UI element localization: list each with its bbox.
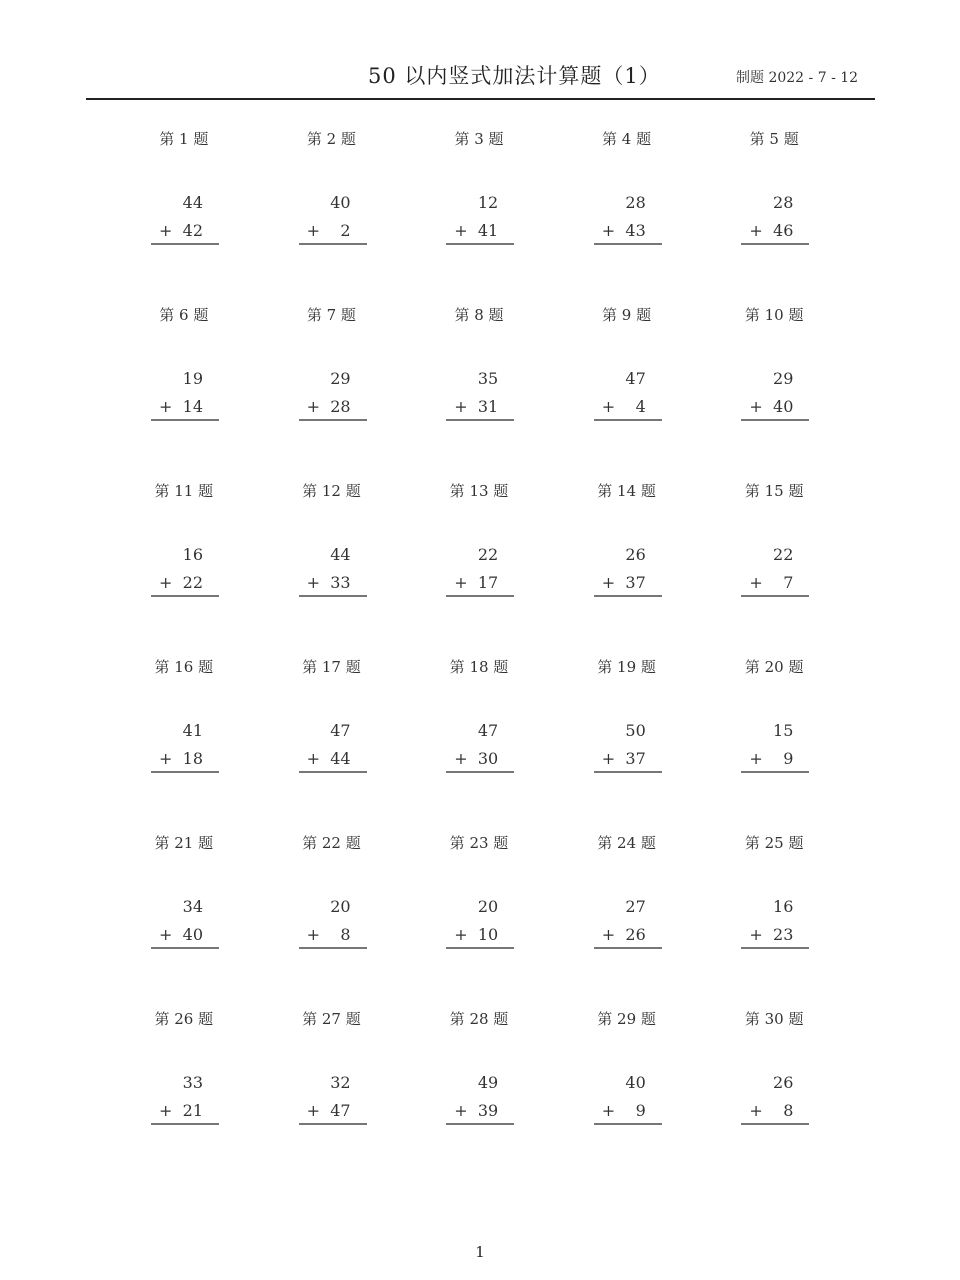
- problem-11: [110, 480, 258, 656]
- problem-14: [553, 480, 701, 656]
- vertical-addition: [151, 896, 219, 952]
- problem-label: 第 10 题: [744, 306, 804, 324]
- problem-label: 第 20 题: [744, 658, 804, 676]
- problem-label: 第 24 题: [597, 834, 656, 852]
- vertical-addition: [151, 368, 219, 424]
- problem-22: [258, 832, 406, 1008]
- vertical-addition: [741, 720, 809, 776]
- addend-top: 12: [477, 193, 499, 212]
- problem-label: 第 9 题: [602, 306, 652, 324]
- answer-line: [594, 419, 662, 421]
- problem-7: [258, 304, 406, 480]
- answer-line: [741, 947, 809, 949]
- plus-sign: +: [454, 1101, 468, 1120]
- addend-top: 40: [330, 193, 351, 212]
- addend-top: 27: [625, 897, 646, 916]
- addend-top: 33: [182, 1073, 203, 1092]
- problem-28: [405, 1008, 553, 1184]
- problem-label: 第 14 题: [597, 482, 656, 500]
- addend-bottom: 23: [773, 925, 794, 944]
- page-title: 50 以内竖式加法计算题（1）: [368, 64, 661, 88]
- vertical-addition: [151, 1072, 219, 1128]
- problem-label: 第 27 题: [302, 1010, 361, 1028]
- answer-line: [741, 1123, 809, 1125]
- problem-6: [110, 304, 258, 480]
- page-number: 1: [475, 1243, 485, 1261]
- problem-1: [110, 128, 258, 304]
- plus-sign: +: [749, 397, 763, 416]
- addend-top: 41: [182, 721, 203, 740]
- addend-top: 49: [477, 1073, 499, 1092]
- vertical-addition: [299, 368, 367, 424]
- plus-sign: +: [454, 749, 468, 768]
- plus-sign: +: [601, 221, 616, 240]
- addend-top: 29: [330, 369, 351, 388]
- addend-bottom: 22: [182, 573, 203, 592]
- plus-sign: +: [454, 221, 468, 240]
- problem-15: [700, 480, 848, 656]
- problem-label: 第 23 题: [449, 834, 509, 852]
- addend-top: 22: [477, 545, 499, 564]
- plus-sign: +: [454, 573, 468, 592]
- problem-8: [405, 304, 553, 480]
- addend-top: 29: [773, 369, 794, 388]
- plus-sign: +: [749, 925, 763, 944]
- problem-29: [553, 1008, 701, 1184]
- plus-sign: +: [159, 573, 173, 592]
- answer-line: [151, 947, 219, 949]
- addend-top: 28: [773, 193, 794, 212]
- problem-label: 第 2 题: [306, 130, 356, 148]
- answer-line: [299, 419, 367, 421]
- vertical-addition: [446, 368, 514, 424]
- plus-sign: +: [749, 749, 763, 768]
- problem-label: 第 18 题: [449, 658, 509, 676]
- plus-sign: +: [306, 397, 320, 416]
- problem-label: 第 16 题: [154, 658, 214, 676]
- vertical-addition: [151, 192, 219, 248]
- plus-sign: +: [159, 925, 173, 944]
- vertical-addition: [741, 1072, 809, 1128]
- problem-label: 第 30 题: [744, 1010, 804, 1028]
- addend-top: 22: [773, 545, 794, 564]
- addend-top: 44: [182, 193, 203, 212]
- addend-bottom: 9: [783, 749, 794, 768]
- answer-line: [151, 243, 219, 245]
- problem-label: 第 26 题: [154, 1010, 214, 1028]
- addend-top: 32: [330, 1073, 351, 1092]
- header-divider: [86, 98, 875, 100]
- addend-bottom: 17: [477, 573, 499, 592]
- addend-bottom: 7: [783, 573, 794, 592]
- answer-line: [446, 1123, 514, 1125]
- addend-top: 16: [773, 897, 794, 916]
- problem-label: 第 12 题: [302, 482, 361, 500]
- addend-bottom: 33: [330, 573, 351, 592]
- answer-line: [151, 1123, 219, 1125]
- addend-bottom: 37: [625, 573, 646, 592]
- problem-label: 第 22 题: [302, 834, 361, 852]
- addend-bottom: 37: [625, 749, 646, 768]
- addend-top: 19: [182, 369, 203, 388]
- problem-16: [110, 656, 258, 832]
- addend-bottom: 14: [182, 397, 203, 416]
- answer-line: [446, 595, 514, 597]
- problem-label: 第 5 题: [749, 130, 799, 148]
- answer-line: [151, 419, 219, 421]
- addend-bottom: 2: [340, 221, 351, 240]
- answer-line: [741, 419, 809, 421]
- plus-sign: +: [159, 397, 173, 416]
- problem-20: [700, 656, 848, 832]
- answer-line: [299, 771, 367, 773]
- problem-label: 第 8 题: [454, 306, 504, 324]
- problem-13: [405, 480, 553, 656]
- problem-27: [258, 1008, 406, 1184]
- answer-line: [741, 595, 809, 597]
- addend-top: 47: [477, 721, 499, 740]
- vertical-addition: [741, 368, 809, 424]
- problem-3: [405, 128, 553, 304]
- problem-23: [405, 832, 553, 1008]
- plus-sign: +: [601, 397, 616, 416]
- plus-sign: +: [749, 573, 763, 592]
- addend-top: 20: [330, 897, 351, 916]
- problem-label: 第 3 题: [454, 130, 504, 148]
- answer-line: [594, 947, 662, 949]
- addend-bottom: 8: [340, 925, 351, 944]
- addend-bottom: 31: [477, 397, 499, 416]
- answer-line: [299, 595, 367, 597]
- problem-label: 第 17 题: [302, 658, 361, 676]
- plus-sign: +: [159, 221, 173, 240]
- addend-top: 50: [625, 721, 646, 740]
- date-label: 制题 2022 - 7 - 12: [736, 70, 859, 86]
- vertical-addition: [446, 192, 514, 248]
- addend-bottom: 26: [625, 925, 646, 944]
- addend-bottom: 46: [773, 221, 794, 240]
- addend-bottom: 41: [477, 221, 499, 240]
- addend-top: 28: [625, 193, 646, 212]
- problem-18: [405, 656, 553, 832]
- vertical-addition: [741, 544, 809, 600]
- plus-sign: +: [454, 397, 468, 416]
- problem-9: [553, 304, 701, 480]
- answer-line: [741, 243, 809, 245]
- plus-sign: +: [159, 749, 173, 768]
- problem-5: [700, 128, 848, 304]
- problem-4: [553, 128, 701, 304]
- addend-bottom: 21: [182, 1101, 203, 1120]
- addend-top: 26: [773, 1073, 794, 1092]
- addend-bottom: 30: [477, 749, 499, 768]
- addend-bottom: 43: [625, 221, 646, 240]
- addend-bottom: 47: [330, 1101, 351, 1120]
- plus-sign: +: [601, 573, 616, 592]
- problem-label: 第 13 题: [449, 482, 509, 500]
- plus-sign: +: [749, 221, 763, 240]
- addend-top: 35: [477, 369, 499, 388]
- problem-10: [700, 304, 848, 480]
- vertical-addition: [741, 896, 809, 952]
- addend-top: 26: [625, 545, 646, 564]
- vertical-addition: [299, 1072, 367, 1128]
- vertical-addition: [594, 368, 662, 424]
- problem-17: [258, 656, 406, 832]
- addend-bottom: 42: [182, 221, 203, 240]
- problem-30: [700, 1008, 848, 1184]
- addend-top: 20: [477, 897, 499, 916]
- addend-bottom: 4: [635, 397, 646, 416]
- answer-line: [594, 243, 662, 245]
- plus-sign: +: [749, 1101, 763, 1120]
- vertical-addition: [594, 1072, 662, 1128]
- answer-line: [151, 771, 219, 773]
- answer-line: [299, 947, 367, 949]
- answer-line: [594, 595, 662, 597]
- plus-sign: +: [601, 749, 616, 768]
- problem-24: [553, 832, 701, 1008]
- plus-sign: +: [306, 925, 320, 944]
- addend-top: 47: [330, 721, 351, 740]
- problem-label: 第 28 题: [449, 1010, 509, 1028]
- addend-bottom: 18: [182, 749, 203, 768]
- problem-label: 第 21 题: [154, 834, 214, 852]
- vertical-addition: [299, 720, 367, 776]
- addend-bottom: 8: [783, 1101, 794, 1120]
- problem-label: 第 11 题: [154, 482, 214, 500]
- addend-bottom: 10: [477, 925, 499, 944]
- addend-top: 44: [330, 545, 351, 564]
- vertical-addition: [299, 544, 367, 600]
- addend-top: 15: [773, 721, 794, 740]
- plus-sign: +: [601, 1101, 616, 1120]
- addend-bottom: 40: [182, 925, 203, 944]
- addend-bottom: 39: [477, 1101, 499, 1120]
- answer-line: [741, 771, 809, 773]
- problem-label: 第 6 题: [159, 306, 209, 324]
- answer-line: [299, 1123, 367, 1125]
- vertical-addition: [299, 896, 367, 952]
- vertical-addition: [151, 720, 219, 776]
- addend-top: 40: [625, 1073, 646, 1092]
- vertical-addition: [299, 192, 367, 248]
- addend-top: 47: [625, 369, 646, 388]
- addend-top: 16: [182, 545, 203, 564]
- problem-label: 第 15 题: [744, 482, 804, 500]
- addend-top: 34: [182, 897, 203, 916]
- vertical-addition: [446, 1072, 514, 1128]
- problem-label: 第 7 题: [306, 306, 356, 324]
- problem-label: 第 19 题: [597, 658, 656, 676]
- vertical-addition: [594, 720, 662, 776]
- vertical-addition: [594, 896, 662, 952]
- answer-line: [594, 771, 662, 773]
- problem-21: [110, 832, 258, 1008]
- addend-bottom: 40: [773, 397, 794, 416]
- answer-line: [446, 947, 514, 949]
- problem-label: 第 1 题: [159, 130, 209, 148]
- vertical-addition: [741, 192, 809, 248]
- plus-sign: +: [601, 925, 616, 944]
- problem-label: 第 29 题: [597, 1010, 656, 1028]
- problem-label: 第 4 题: [602, 130, 652, 148]
- answer-line: [446, 771, 514, 773]
- problem-2: [258, 128, 406, 304]
- addend-bottom: 44: [330, 749, 351, 768]
- vertical-addition: [446, 896, 514, 952]
- problem-label: 第 25 题: [744, 834, 804, 852]
- problem-25: [700, 832, 848, 1008]
- vertical-addition: [446, 544, 514, 600]
- plus-sign: +: [306, 573, 320, 592]
- plus-sign: +: [306, 221, 320, 240]
- problem-19: [553, 656, 701, 832]
- answer-line: [446, 243, 514, 245]
- plus-sign: +: [306, 1101, 320, 1120]
- problem-26: [110, 1008, 258, 1184]
- plus-sign: +: [159, 1101, 173, 1120]
- vertical-addition: [594, 544, 662, 600]
- vertical-addition: [446, 720, 514, 776]
- vertical-addition: [151, 544, 219, 600]
- plus-sign: +: [454, 925, 468, 944]
- answer-line: [594, 1123, 662, 1125]
- answer-line: [151, 595, 219, 597]
- vertical-addition: [594, 192, 662, 248]
- addend-bottom: 9: [635, 1101, 646, 1120]
- addend-bottom: 28: [330, 397, 351, 416]
- problem-grid: [110, 128, 848, 1184]
- answer-line: [299, 243, 367, 245]
- plus-sign: +: [306, 749, 320, 768]
- answer-line: [446, 419, 514, 421]
- problem-12: [258, 480, 406, 656]
